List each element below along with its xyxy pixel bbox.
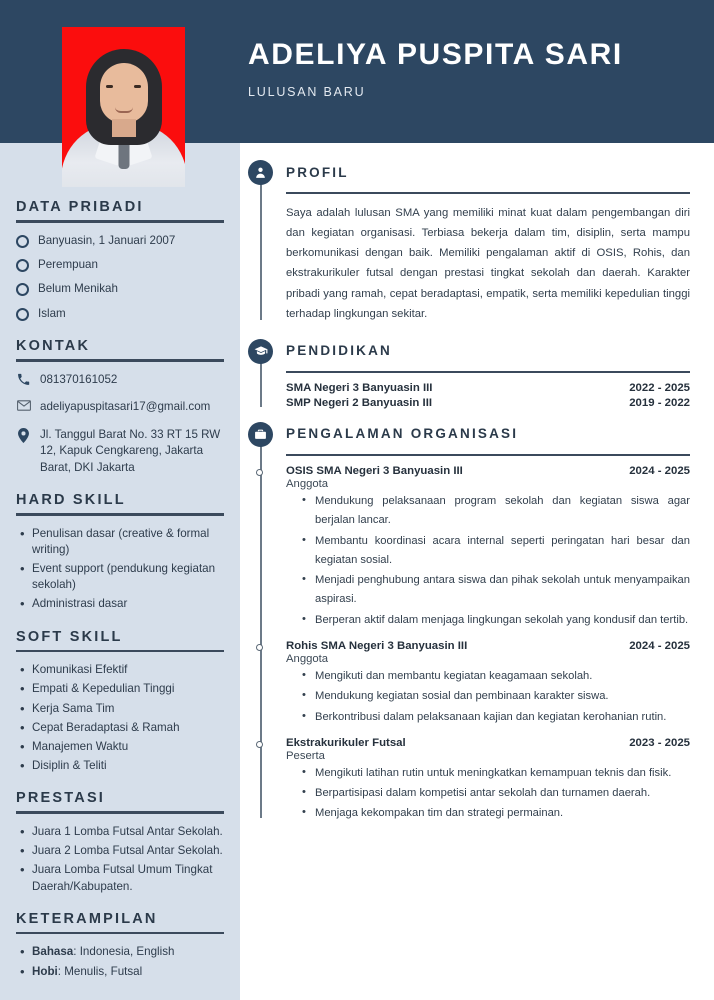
circle-icon (16, 308, 29, 321)
profil-header (286, 155, 690, 189)
sidebar (0, 143, 240, 1000)
experience-item (286, 465, 690, 630)
organization-years: 2023 - 2025 (629, 736, 690, 749)
address-text: Jl. Tanggul Barat No. 33 RT 15 RW 12, Kapuk Cengkareng, Jakarta Barat, DKI Jakarta (40, 427, 221, 474)
divider (16, 359, 224, 362)
divider (16, 513, 224, 516)
list-item: • Event support (pendukung kegiatan sekolah) (18, 561, 224, 593)
section-profil (248, 155, 690, 324)
pendidikan-header (286, 334, 690, 368)
keterampilan-label: Hobi (32, 964, 58, 978)
pengalaman-header (286, 417, 690, 451)
person-icon (248, 160, 273, 185)
list-item (16, 306, 224, 322)
header-text-group (248, 38, 623, 99)
organization-years: 2024 - 2025 (629, 465, 690, 478)
section-pengalaman-organisasi (248, 417, 690, 824)
list-item: • Kerja Sama Tim (18, 701, 224, 717)
info-text: Banyuasin, 1 Januari 2007 (38, 233, 176, 247)
map-pin-icon (16, 428, 31, 443)
experience-points (286, 667, 690, 727)
phone-icon (16, 373, 31, 386)
circle-icon (16, 259, 29, 272)
experience-header (286, 640, 690, 652)
divider (286, 371, 690, 373)
keterampilan-value: Menulis, Futsal (64, 964, 143, 978)
list-item: • Penulisan dasar (creative & formal writing) (18, 526, 224, 558)
keterampilan-value: Indonesia, English (79, 945, 175, 959)
organization-role: Peserta (286, 749, 325, 762)
school-years: 2019 - 2022 (629, 396, 690, 409)
list-item: • Berperan aktif dalam menjaga lingkungan sekolah yang kondusif dan tertib. (302, 611, 690, 630)
info-text: Islam (38, 306, 66, 320)
main-content (240, 143, 714, 1000)
section-kontak (16, 338, 224, 476)
list-item: • Berkontribusi dalam pelaksanaan kajian dan kegiatan kerohanian rutin. (302, 708, 690, 727)
graduation-cap-icon (248, 339, 273, 364)
list-item: • Bahasa: Indonesia, English (18, 944, 224, 960)
hard-skill-list (16, 526, 224, 613)
profile-photo (62, 27, 185, 187)
data-pribadi-title: DATA PRIBADI (16, 199, 144, 215)
pengalaman-title: PENGALAMAN ORGANISASI (286, 426, 519, 442)
briefcase-icon (248, 422, 273, 447)
photo-face (100, 63, 148, 123)
envelope-icon (16, 400, 31, 411)
section-soft-skill (16, 629, 224, 775)
prestasi-title: PRESTASI (16, 790, 106, 807)
email-address: adeliyapuspitasari17@gmail.com (40, 400, 211, 414)
organization-role: Anggota (286, 478, 329, 491)
list-item: • Membantu koordinasi acara internal seperti peringatan hari besar dan kegiatan sosial. (302, 532, 690, 571)
page-title: ADELIYA PUSPITA SARI (248, 38, 623, 71)
organization-name: OSIS SMA Negeri 3 Banyuasin III (286, 465, 463, 478)
experience-header (286, 465, 690, 477)
profil-title: PROFIL (286, 164, 349, 180)
timeline-line (260, 183, 262, 320)
section-pendidikan (248, 334, 690, 409)
circle-icon (16, 283, 29, 296)
list-item: • Empati & Kepedulian Tinggi (18, 681, 224, 697)
experience-points (286, 764, 690, 824)
organization-name: Ekstrakurikuler Futsal (286, 736, 406, 749)
section-hard-skill (16, 492, 224, 613)
keterampilan-label: Bahasa (32, 945, 74, 959)
profil-text: Saya adalah lulusan SMA yang memiliki minat kuat dalam pengembangan diri dan kegiatan organisasi. Terbiasa bekerja dalam tim, disiplin, serta mampu berkomunikasi dengan baik. Memiliki pengalaman aktif di OSIS, Rohis, dan ekstrakurikuler futsal dengan prestasi tingkat sekolah dan daerah. Karakter pribadi yang ramah, cepat beradaptasi, empatik, serta memiliki kepedulian tinggi terhadap lingkungan sekitar. (286, 207, 690, 320)
list-item: • Juara Lomba Futsal Umum Tingkat Daerah/Kabupaten. (18, 862, 224, 894)
experience-item (286, 640, 690, 727)
list-item: • Hobi: Menulis, Futsal (18, 964, 224, 980)
section-data-pribadi (16, 199, 224, 322)
list-item: • Berpartisipasi dalam kompetisi antar sekolah dan turnamen daerah. (302, 784, 690, 803)
list-item: • Menjaga kekompakan tim dan strategi permainan. (302, 804, 690, 823)
list-item: • Cepat Beradaptasi & Ramah (18, 720, 224, 736)
school-name: SMP Negeri 2 Banyuasin III (286, 396, 433, 409)
list-item: • Disiplin & Teliti (18, 758, 224, 774)
timeline-dot-icon (256, 644, 263, 651)
timeline-line (260, 362, 262, 407)
list-item: • Mendukung kegiatan sosial dan pembinaan karakter siswa. (302, 687, 690, 706)
list-item: • Menjadi penghubung antara siswa dan pihak sekolah untuk menyampaikan aspirasi. (302, 571, 690, 610)
section-prestasi (16, 790, 224, 894)
photo-neck (112, 119, 136, 137)
circle-icon (16, 235, 29, 248)
list-item: • Juara 2 Lomba Futsal Antar Sekolah. (18, 843, 224, 859)
keterampilan-list (16, 944, 224, 979)
hard-skill-title: HARD SKILL (16, 492, 126, 509)
list-item: • Mengikuti latihan rutin untuk meningkatkan kemampuan teknis dan fisik. (302, 764, 690, 783)
section-keterampilan (16, 911, 224, 980)
timeline-dot-icon (256, 741, 263, 748)
divider (286, 192, 690, 194)
school-years: 2022 - 2025 (629, 381, 690, 394)
list-item: • Juara 1 Lomba Futsal Antar Sekolah. (18, 824, 224, 840)
timeline-dot-icon (256, 469, 263, 476)
organization-name: Rohis SMA Negeri 3 Banyuasin III (286, 639, 468, 652)
divider (16, 220, 224, 223)
keterampilan-title: KETERAMPILAN (16, 910, 158, 927)
photo-eye-left (106, 85, 113, 88)
contact-phone[interactable] (16, 372, 224, 388)
list-item (16, 233, 224, 249)
school-name: SMA Negeri 3 Banyuasin III (286, 381, 433, 394)
list-item: • Administrasi dasar (18, 596, 224, 612)
contact-address (16, 427, 224, 476)
list-item: • Manajemen Waktu (18, 739, 224, 755)
list-item: • Komunikasi Efektif (18, 662, 224, 678)
list-item (16, 281, 224, 297)
phone-number: 081370161052 (40, 372, 118, 386)
divider (16, 811, 224, 814)
contact-email[interactable] (16, 399, 224, 415)
experience-header (286, 737, 690, 749)
header-subtitle: LULUSAN BARU (248, 85, 366, 99)
list-item (16, 257, 224, 273)
photo-eye-right (134, 85, 141, 88)
info-text: Belum Menikah (38, 282, 118, 296)
soft-skill-list (16, 662, 224, 774)
list-item: • Mendukung pelaksanaan program sekolah dan kegiatan siswa agar berjalan lancar. (302, 492, 690, 531)
prestasi-list (16, 824, 224, 895)
divider (16, 650, 224, 653)
divider (286, 454, 690, 456)
organization-role: Anggota (286, 652, 329, 665)
experience-item (286, 737, 690, 824)
table-row (286, 382, 690, 394)
table-row (286, 397, 690, 409)
divider (16, 932, 224, 935)
organization-years: 2024 - 2025 (629, 639, 690, 652)
info-text: Perempuan (38, 257, 98, 271)
timeline-line (260, 445, 262, 818)
experience-points (286, 492, 690, 630)
soft-skill-title: SOFT SKILL (16, 628, 123, 645)
pendidikan-title: PENDIDIKAN (286, 343, 393, 359)
kontak-title: KONTAK (16, 338, 91, 355)
list-item: • Mengikuti dan membantu kegiatan keagamaan sekolah. (302, 667, 690, 686)
